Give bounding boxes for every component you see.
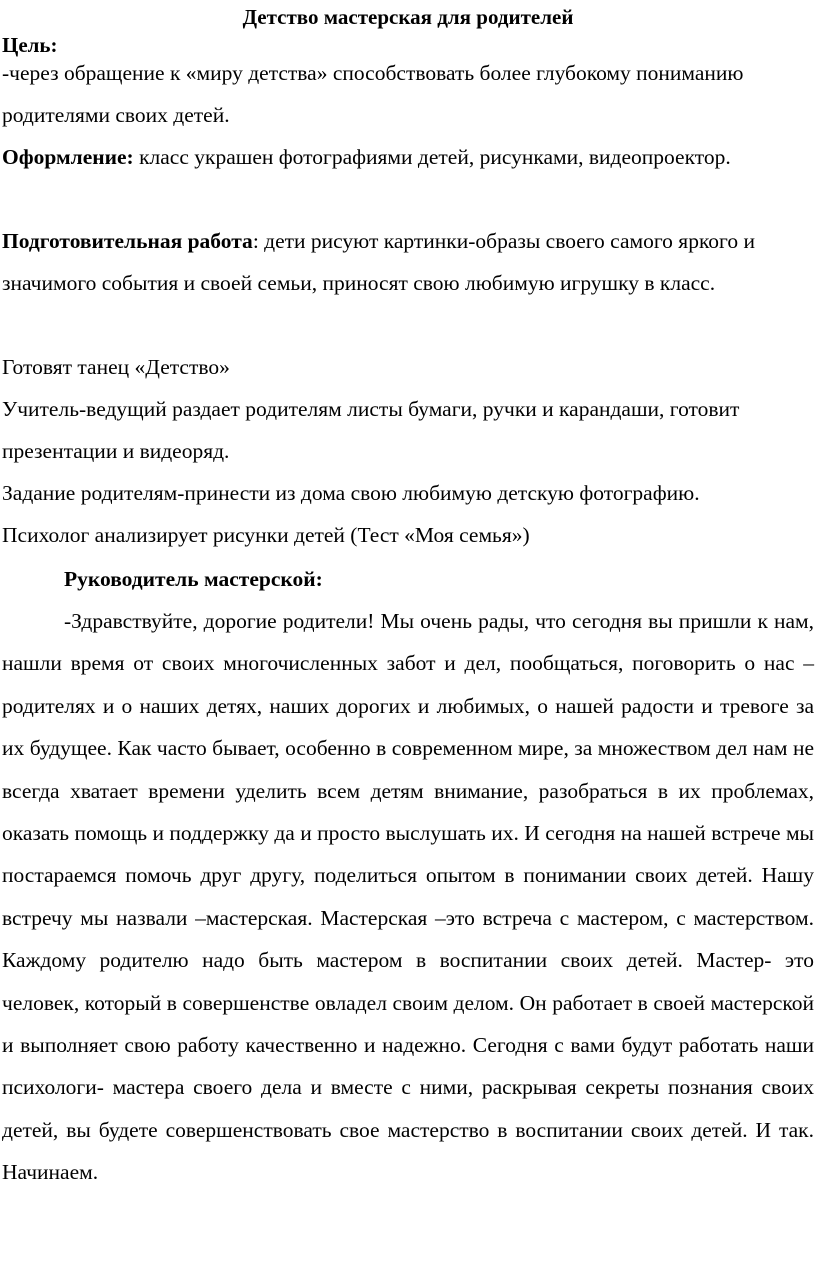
preparation-text: : дети рисуют картинки-образы своего самого яркого и значимого события и своей семьи, приносят свою любимую игрушку в класс. — [2, 229, 755, 295]
goal-label: Цель: — [2, 33, 58, 57]
goal-text: -через обращение к «миру детства» способствовать более глубокому пониманию родителями своих детей. — [2, 61, 744, 127]
document-title: Детство мастерская для родителей — [242, 5, 574, 29]
preparation-label: Подготовительная работа — [2, 229, 253, 253]
leader-label: Руководитель мастерской: — [64, 567, 323, 591]
task-line: Задание родителям-принести из дома свою любимую детскую фотографию. — [2, 481, 700, 505]
design-label: Оформление: — [2, 145, 134, 169]
design-paragraph — [2, 136, 814, 178]
preparation-paragraph — [2, 220, 814, 304]
dance-line: Готовят танец «Детство» — [2, 355, 230, 379]
speech-paragraph: -Здравствуйте, дорогие родители! Мы очень рады, что сегодня вы пришли к нам, нашли время от своих многочисленных забот и дел, пообщаться, поговорить о нас –родителях и о наших детях, наших дорогих и любимых, о нашей радости и тревоге за их будущее. Как часто бывает, особенно в современном мире, за множеством дел нам не всегда хватает времени уделить всем детям внимание, разобраться в их проблемах, оказать помощь и поддержку да и просто выслушать их. И сегодня на нашей встрече мы постараемся помочь друг другу, поделиться опытом в понимании своих детей. Нашу встречу мы назвали –мастерская. Мастерская –это встреча с мастером, с мастерством. Каждому родителю надо быть мастером в воспитании своих детей. Мастер- это человек, который в совершенстве овладел своим делом. Он работает в своей мастерской и выполняет свою работу качественно и надежно. Сегодня с вами будут работать наши психологи- мастера своего дела и вместе с ними, раскрывая секреты познания своих детей, вы будете совершенствовать свое мастерство в воспитании своих детей. И так. Начинаем. — [2, 609, 814, 1185]
psychologist-line: Психолог анализирует рисунки детей (Тест «Моя семья») — [2, 523, 530, 547]
teacher-line: Учитель-ведущий раздает родителям листы бумаги, ручки и карандаши, готовит презентации и видеоряд. — [2, 397, 740, 463]
goal-paragraph — [2, 52, 814, 136]
design-text: класс украшен фотографиями детей, рисунками, видеопроектор. — [133, 145, 731, 169]
